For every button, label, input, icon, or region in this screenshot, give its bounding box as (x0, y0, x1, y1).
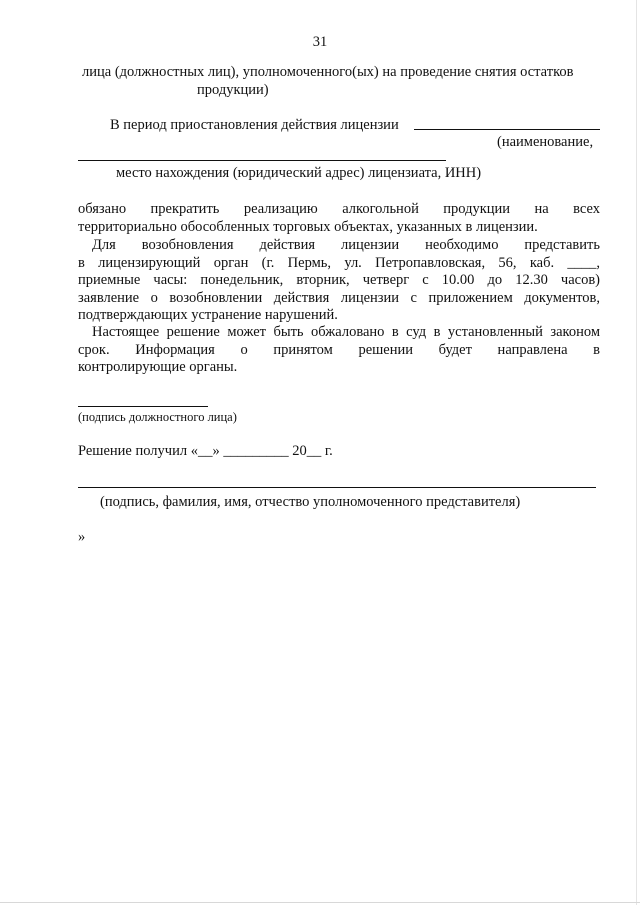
body-line: приемные часы: понедельник, вторник, четверг с 10.00 до 12.30 часов) (78, 272, 600, 288)
address-hint: место нахождения (юридический адрес) лицензиата, ИНН) (116, 165, 482, 181)
body-line: в лицензирующий орган (г. Пермь, ул. Петропавловская, 56, каб. ____, (78, 255, 600, 271)
suspension-lead: В период приостановления действия лицензии (110, 117, 399, 133)
body-line: Настоящее решение может быть обжаловано в суд в установленный законом (92, 324, 600, 340)
official-signature-hint: (подпись должностного лица) (78, 410, 237, 424)
scan-edge (636, 0, 637, 905)
name-hint: (наименование, (497, 134, 594, 150)
received-line: Решение получил «__» _________ 20__ г. (78, 443, 333, 459)
body-line: территориально обособленных торговых объектах, указанных в лицензии. (78, 219, 538, 235)
body-line: срок. Информация о принятом решении будет направлена в (78, 342, 600, 358)
body-line: заявление о возобновлении действия лицензии с приложением документов, (78, 290, 600, 306)
official-signature-line (78, 406, 208, 407)
body-line: обязано прекратить реализацию алкогольной продукции на всех (78, 201, 600, 217)
body-line: подтверждающих устранение нарушений. (78, 307, 338, 323)
scan-edge (0, 902, 640, 903)
address-blank (78, 160, 446, 161)
representative-signature-line (78, 487, 596, 488)
representative-hint: (подпись, фамилия, имя, отчество уполномоченного представителя) (100, 494, 521, 510)
header-line: лица (должностных лиц), уполномоченного(ых) на проведение снятия остатков (82, 64, 574, 80)
closing-quote-mark: » (78, 529, 86, 545)
header-line: продукции) (197, 82, 269, 98)
licensee-blank (414, 129, 600, 130)
page-number: 31 (312, 34, 328, 50)
body-line: Для возобновления действия лицензии необходимо представить (92, 237, 600, 253)
body-line: контролирующие органы. (78, 359, 238, 375)
